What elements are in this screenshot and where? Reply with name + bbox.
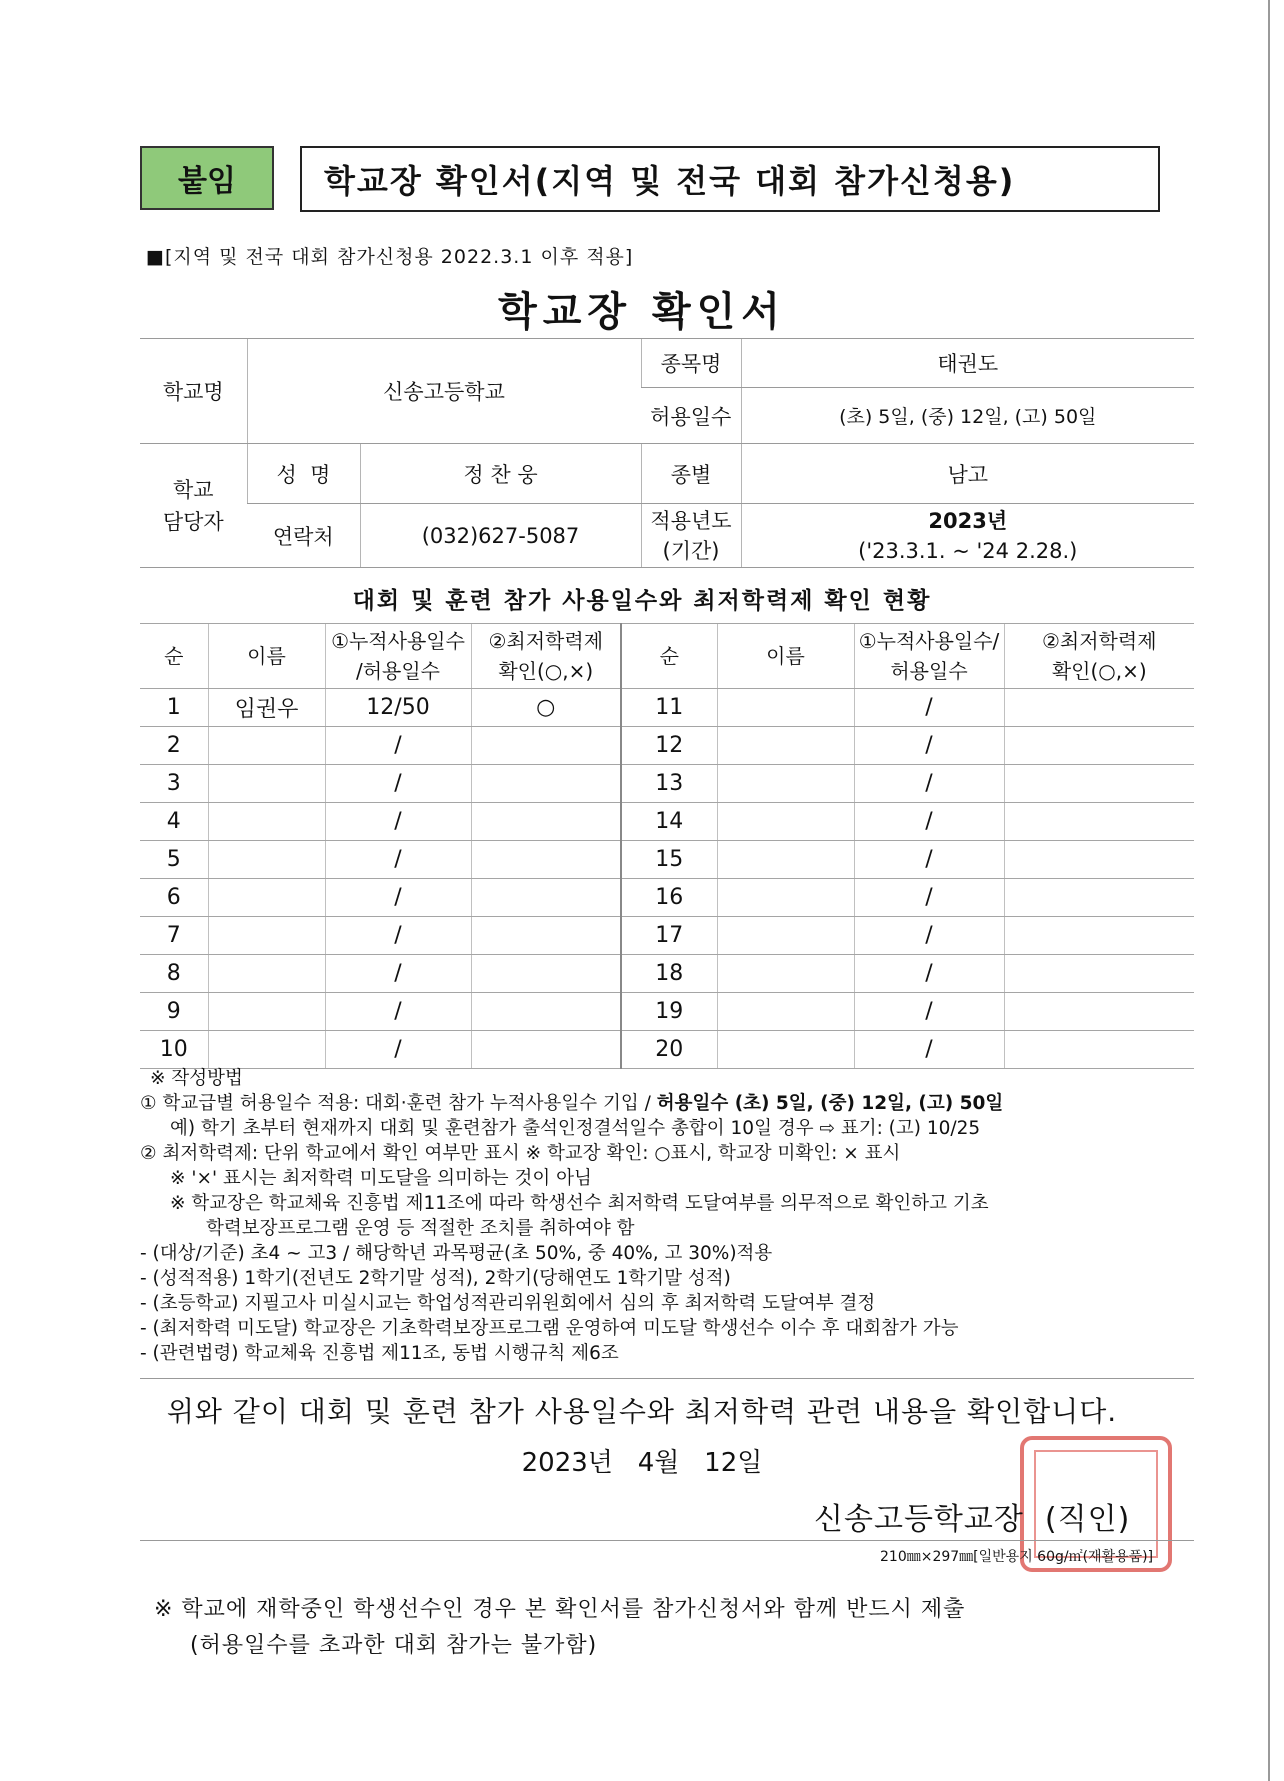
- cell-name-2: [717, 917, 854, 955]
- cell-name: [208, 955, 325, 993]
- attachment-tag: 붙임: [140, 146, 274, 210]
- table-row: [140, 841, 1194, 879]
- table-row: [140, 955, 1194, 993]
- gender-value: 남고: [741, 444, 1194, 504]
- cell-check-2: [1004, 727, 1194, 765]
- cell-name-2: [717, 727, 854, 765]
- manager-label: [140, 444, 247, 568]
- cell-name-2: [717, 765, 854, 803]
- cell-no: 9: [140, 993, 208, 1031]
- col-academic-line1: ②최저학력제: [488, 629, 604, 653]
- instruction-line: ② 최저학력제: 단위 학교에서 확인 여부만 표시 ※ 학교장 확인: ○표시, 학교장 미확인: × 표시: [140, 1143, 901, 1164]
- event-label: 종목명: [641, 339, 741, 388]
- school-label: 학교명: [140, 339, 247, 444]
- instruction-line: - (성적적용) 1학기(전년도 2학기말 성적), 2학기(당해연도 1학기말 성적): [140, 1268, 731, 1289]
- year-label-line2: (기간): [662, 538, 720, 563]
- cell-days: /: [325, 1031, 471, 1069]
- instruction-line: 학력보장프로그램 운영 등 적절한 조치를 취하여야 함: [206, 1218, 635, 1239]
- cell-no: 4: [140, 803, 208, 841]
- cell-name: [208, 765, 325, 803]
- cell-no: 7: [140, 917, 208, 955]
- col-no: 순: [140, 624, 208, 689]
- cell-no: 1: [140, 689, 208, 727]
- cell-name-2: [717, 993, 854, 1031]
- cell-days: /: [325, 879, 471, 917]
- header: [140, 146, 1160, 212]
- cell-days-2: /: [854, 765, 1004, 803]
- year-label-line1: 적용년도: [650, 508, 732, 533]
- cell-name-2: [717, 803, 854, 841]
- table-row: [140, 803, 1194, 841]
- period-value: ('23.3.1. ~ '24 2.28.): [858, 538, 1078, 563]
- table-row: [140, 765, 1194, 803]
- cell-check-2: [1004, 917, 1194, 955]
- cell-name: [208, 841, 325, 879]
- cell-check: [471, 879, 621, 917]
- cell-check: [471, 1031, 621, 1069]
- cell-no-2: 14: [621, 803, 717, 841]
- cell-days: /: [325, 765, 471, 803]
- cell-name-2: [717, 879, 854, 917]
- cell-check-2: [1004, 1031, 1194, 1069]
- table-row: [140, 1031, 1194, 1069]
- cell-check: [471, 955, 621, 993]
- cell-check: [471, 841, 621, 879]
- cell-check-2: [1004, 689, 1194, 727]
- cell-days-2: /: [854, 689, 1004, 727]
- cell-no-2: 19: [621, 993, 717, 1031]
- cell-days: /: [325, 841, 471, 879]
- instruction-line: ※ '×' 표시는 최저학력 미도달을 의미하는 것이 아님: [170, 1168, 592, 1189]
- cell-no-2: 12: [621, 727, 717, 765]
- cell-check-2: [1004, 841, 1194, 879]
- cell-name: [208, 879, 325, 917]
- cell-no: 2: [140, 727, 208, 765]
- cell-days: /: [325, 955, 471, 993]
- col-no-2: 순: [621, 624, 717, 689]
- cell-no-2: 17: [621, 917, 717, 955]
- paper-spec: 210㎜×297㎜[일반용지 60g/㎡(재활용품)]: [880, 1549, 1154, 1565]
- header-title: 학교장 확인서(지역 및 전국 대회 참가신청용): [300, 146, 1160, 212]
- event-value: 태권도: [741, 339, 1194, 388]
- cell-days: /: [325, 727, 471, 765]
- cell-days-2: /: [854, 955, 1004, 993]
- table-row: [140, 879, 1194, 917]
- name-label: 성 명: [247, 444, 360, 504]
- cell-name: [208, 917, 325, 955]
- year-value-cell: [741, 504, 1194, 568]
- name-value: 정 찬 웅: [360, 444, 641, 504]
- instruction-line: - (대상/기준) 초4 ~ 고3 / 해당학년 과목평균(초 50%, 중 40%, 고 30%)적용: [140, 1243, 773, 1264]
- cell-days-2: /: [854, 727, 1004, 765]
- cell-days-2: /: [854, 993, 1004, 1031]
- instruction-line: [140, 1091, 1200, 1116]
- cell-name: [208, 993, 325, 1031]
- instruction-line: - (최저학력 미도달) 학교장은 기초학력보장프로그램 운영하여 미도달 학생선수 이수 후 대회참가 가능: [140, 1318, 959, 1339]
- cell-name: 임권우: [208, 689, 325, 727]
- cell-days-2: /: [854, 917, 1004, 955]
- footer-line-1: ※ 학교에 재학중인 학생선수인 경우 본 확인서를 참가신청서와 함께 반드시 제출: [154, 1597, 966, 1622]
- page-edge: [1268, 0, 1270, 1781]
- cell-check: [471, 803, 621, 841]
- cell-no: 6: [140, 879, 208, 917]
- cell-check: [471, 993, 621, 1031]
- allowed-days-value: (초) 5일, (중) 12일, (고) 50일: [741, 388, 1194, 444]
- info-table: [140, 338, 1194, 568]
- contact-label: 연락처: [247, 504, 360, 568]
- gender-label: 종별: [641, 444, 741, 504]
- divider: [140, 1378, 1194, 1379]
- col-days-2-line1: ①누적사용일수/: [858, 629, 1000, 653]
- cell-days-2: /: [854, 803, 1004, 841]
- cell-check-2: [1004, 803, 1194, 841]
- cell-no-2: 11: [621, 689, 717, 727]
- cell-name-2: [717, 955, 854, 993]
- cell-check: [471, 727, 621, 765]
- cell-name-2: [717, 841, 854, 879]
- cell-name: [208, 803, 325, 841]
- manager-label-line2: 담당자: [162, 509, 224, 534]
- cell-name: [208, 1031, 325, 1069]
- footer-note: [154, 1592, 965, 1664]
- cell-no: 5: [140, 841, 208, 879]
- cell-days-2: /: [854, 841, 1004, 879]
- cell-no-2: 13: [621, 765, 717, 803]
- col-academic: [471, 624, 621, 689]
- cell-no-2: 16: [621, 879, 717, 917]
- cell-name: [208, 727, 325, 765]
- cell-no: 3: [140, 765, 208, 803]
- cell-no-2: 15: [621, 841, 717, 879]
- col-name: 이름: [208, 624, 325, 689]
- allowed-days-label: 허용일수: [641, 388, 741, 444]
- cell-name-2: [717, 1031, 854, 1069]
- col-academic-line2: 확인(○,×): [498, 659, 594, 683]
- principal-signature: 신송고등학교장 (직인): [814, 1502, 1131, 1537]
- instruction-line-1a: ① 학교급별 허용일수 적용: 대회·훈련 참가 누적사용일수 기입 /: [140, 1093, 657, 1114]
- cell-days: /: [325, 993, 471, 1031]
- instructions: [140, 1066, 1200, 1366]
- cell-days-2: /: [854, 879, 1004, 917]
- instruction-line: ※ 학교장은 학교체육 진흥법 제11조에 따라 학생선수 최저학력 도달여부를 의무적으로 확인하고 기초: [170, 1193, 989, 1214]
- instruction-line: - (초등학교) 지필고사 미실시교는 학업성적관리위원회에서 심의 후 최저학력 도달여부 결정: [140, 1293, 876, 1314]
- cell-check-2: [1004, 955, 1194, 993]
- instruction-line: - (관련법령) 학교체육 진흥법 제11조, 동법 시행규칙 제6조: [140, 1343, 619, 1364]
- issue-date: 2023년 4월 12일: [521, 1448, 763, 1478]
- instructions-heading: ※ 작성방법: [150, 1068, 243, 1089]
- cell-days: /: [325, 803, 471, 841]
- confirmation-text: 위와 같이 대회 및 훈련 참가 사용일수와 최저학력 관련 내용을 확인합니다.: [166, 1395, 1118, 1428]
- table-caption: 대회 및 훈련 참가 사용일수와 최저학력제 확인 현황: [352, 588, 932, 614]
- table-row: [140, 689, 1194, 727]
- cell-check-2: [1004, 879, 1194, 917]
- col-name-2: 이름: [717, 624, 854, 689]
- cell-no-2: 18: [621, 955, 717, 993]
- instruction-line-1b: 허용일수 (초) 5일, (중) 12일, (고) 50일: [656, 1093, 1004, 1114]
- cell-days-2: /: [854, 1031, 1004, 1069]
- col-academic-2-line1: ②최저학력제: [1041, 629, 1157, 653]
- usage-table: [140, 623, 1194, 1069]
- applicability-note: ■[지역 및 전국 대회 참가신청용 2022.3.1 이후 적용]: [146, 246, 634, 268]
- document-title: 학교장 확인서: [498, 289, 786, 335]
- cell-days: 12/50: [325, 689, 471, 727]
- col-days-2-line2: 허용일수: [890, 659, 968, 683]
- col-academic-2-line2: 확인(○,×): [1051, 659, 1147, 683]
- cell-days: /: [325, 917, 471, 955]
- year-label: [641, 504, 741, 568]
- divider: [140, 1540, 1194, 1541]
- col-days: [325, 624, 471, 689]
- cell-no: 10: [140, 1031, 208, 1069]
- table-row: [140, 993, 1194, 1031]
- table-header-row: [140, 624, 1194, 689]
- table-row: [140, 727, 1194, 765]
- col-days-2: [854, 624, 1004, 689]
- year-value: 2023년: [928, 508, 1008, 533]
- col-academic-2: [1004, 624, 1194, 689]
- table-row: [140, 917, 1194, 955]
- footer-line-2: (허용일수를 초과한 대회 참가는 불가함): [190, 1633, 598, 1658]
- cell-check: [471, 765, 621, 803]
- instruction-line: 예) 학기 초부터 현재까지 대회 및 훈련참가 출석인정결석일수 총합이 10일 경우 ⇨ 표기: (고) 10/25: [170, 1118, 981, 1139]
- cell-name-2: [717, 689, 854, 727]
- cell-no: 8: [140, 955, 208, 993]
- cell-check: ○: [471, 689, 621, 727]
- school-value: 신송고등학교: [247, 339, 641, 444]
- contact-value: (032)627-5087: [360, 504, 641, 568]
- cell-check-2: [1004, 993, 1194, 1031]
- col-days-line2: /허용일수: [355, 659, 441, 683]
- col-days-line1: ①누적사용일수: [331, 629, 465, 653]
- cell-no-2: 20: [621, 1031, 717, 1069]
- manager-label-line1: 학교: [172, 477, 214, 502]
- cell-check: [471, 917, 621, 955]
- cell-check-2: [1004, 765, 1194, 803]
